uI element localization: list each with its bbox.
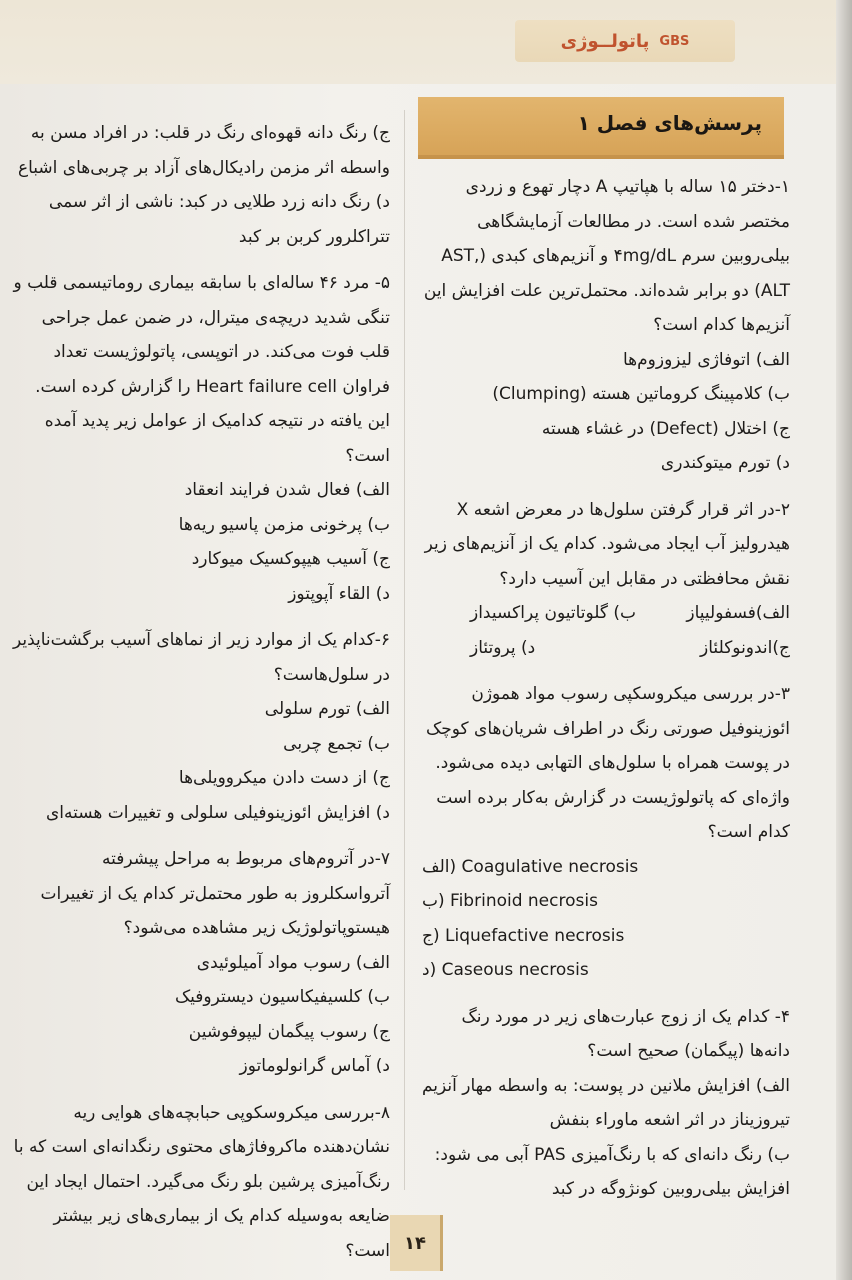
option: ب) کلسیفیکاسیون دیستروفیک [174, 987, 390, 1007]
question: ۵- مرد ۴۶ ساله‌ای با سابقه بیماری روماتیسمی قلب و تنگی شدید دریچه‌ی میترال، در ضمن عمل جراحی قلب فوت می‌کند. در اتوپسی، پاتولوژیست تعداد فراوان Heart failure cell را گزارش کرده است. این یافته در نتیجه کدامیک از عوامل زیر پدید آمده است؟ [13, 273, 390, 466]
option: د) تورم میتوکندری [660, 453, 790, 473]
right-column [420, 170, 790, 1207]
option: الف)فسفولیپاز [686, 603, 790, 623]
left-column [12, 116, 390, 1268]
option: ب) گلوتاتیون پراکسیداز [470, 603, 637, 623]
option: ج)اندونوکلئاز [700, 637, 790, 658]
header-brand: GBS [659, 33, 690, 49]
option-english: Caseous necrosis (د [422, 960, 589, 980]
chapter-title: پرسش‌های فصل ۱ [577, 111, 762, 135]
option: ب) تجمع چربی [283, 733, 390, 754]
page-header [0, 0, 836, 84]
option-english: Coagulative necrosis (الف [422, 856, 639, 877]
question: ۲-در اثر قرار گرفتن سلول‌ها در معرض اشعه X هیدرولیز آب ایجاد می‌شود. کدام یک از آنزیم‌های زیر نقش محافظتی در مقابل این آسیب دارد؟ [424, 499, 790, 589]
page-number: ۱۴ [404, 1232, 426, 1254]
question: ۶-کدام یک از موارد زیر از نماهای آسیب برگشت‌ناپذیر در سلول‌هاست؟ [12, 630, 390, 685]
question: ۸-بررسی میکروسکوپی حبابچه‌های هوایی ریه نشان‌دهنده ماکروفاژهای محتوی رنگدانه‌ای است که با رنگ‌آمیزی پرشین بلو رنگ می‌گیرد. احتمال ایجاد این ضایعه به‌وسیله کدام یک از بیماری‌های زیر بیشتر است؟ [13, 1102, 390, 1261]
option: د) افزایش ائوزینوفیلی سلولی و تغییرات هسته‌ای [45, 802, 390, 823]
book-spine [836, 0, 852, 1280]
option: ج) از دست دادن میکروویلی‌ها [178, 768, 390, 788]
option: ج) آسیب هیپوکسیک میوکارد [191, 549, 390, 569]
header-tab [515, 20, 735, 62]
question: ۳-در بررسی میکروسکپی رسوب مواد هموژن ائوزینوفیل صورتی رنگ در اطراف شریان‌های کوچک در پوست همراه با سلول‌های التهابی دیده می‌شود. واژه‌ای که پاتولوژیست در گزارش به‌کار برده است کدام است؟ [426, 684, 790, 842]
option: ج) اختلال (Defect) در غشاء هسته [541, 418, 790, 439]
option: الف) فعال شدن فرایند انعقاد [184, 480, 390, 500]
option: ب) رنگ دانه‌ای که با رنگ‌آمیزی PAS آبی می شود: افزایش بیلی‌روبین کونژوگه در کبد [434, 1144, 790, 1199]
question: ۱-دختر ۱۵ ساله با هپاتیپ A دچار تهوع و زردی مختصر شده است. در مطالعات آزمایشگاهی بیلی‌روبین سرم ۴mg/dL و آنزیم‌های کبدی (AST, ALT) دو برابر شده‌اند. محتمل‌ترین علت افزایش این آنزیم‌ها کدام است؟ [423, 177, 790, 335]
column-divider [404, 110, 405, 1190]
option-pair [420, 596, 790, 631]
question: ۷-در آتروم‌های مربوط به مراحل پیشرفته آترواسکلروز به طور محتمل‌تر کدام یک از تغییرات هیستوپاتولوژیک زیر مشاهده می‌شود؟ [40, 849, 390, 938]
option: د) آماس گرانولوماتوز [239, 1056, 390, 1076]
question: ۴- کدام یک از زوج عبارت‌های زیر در مورد رنگ دانه‌ها (پیگمان) صحیح است؟ [461, 1006, 790, 1061]
option: ب) کلامپینگ کروماتین هسته (Clumping) [492, 384, 790, 404]
option: الف) تورم سلولی [264, 699, 390, 719]
option-english: Liquefactive necrosis (ج [422, 925, 625, 946]
option-english: Fibrinoid necrosis (ب [422, 891, 598, 911]
option: ج) رسوب پیگمان لیپوفوشین [188, 1021, 390, 1042]
option: ب) پرخونی مزمن پاسیو ریه‌ها [178, 514, 390, 535]
option: الف) اتوفاژی لیزوزوم‌ها [623, 349, 790, 370]
option: ج) رنگ دانه قهوه‌ای رنگ در قلب: در افراد مسن به واسطه اثر مزمن رادیکال‌های آزاد بر چربی‌های اشباع [17, 123, 390, 178]
option: د) القاء آپوپتوز [288, 583, 390, 604]
page-number-box [390, 1215, 443, 1271]
option: د) پروتئاز [470, 637, 536, 658]
option: د) رنگ دانه زرد طلایی در کبد: ناشی از اثر سمی تتراکلرور کربن بر کبد [48, 192, 390, 247]
header-title: پاتولــوژی [560, 30, 650, 52]
option: الف) رسوب مواد آمیلوئیدی [196, 952, 390, 973]
chapter-title-bar [418, 97, 784, 159]
option-pair [420, 631, 790, 666]
option: الف) افزایش ملانین در پوست: به واسطه مهار آنزیم تیروزیناز در اثر اشعه ماوراء بنفش [421, 1075, 790, 1130]
